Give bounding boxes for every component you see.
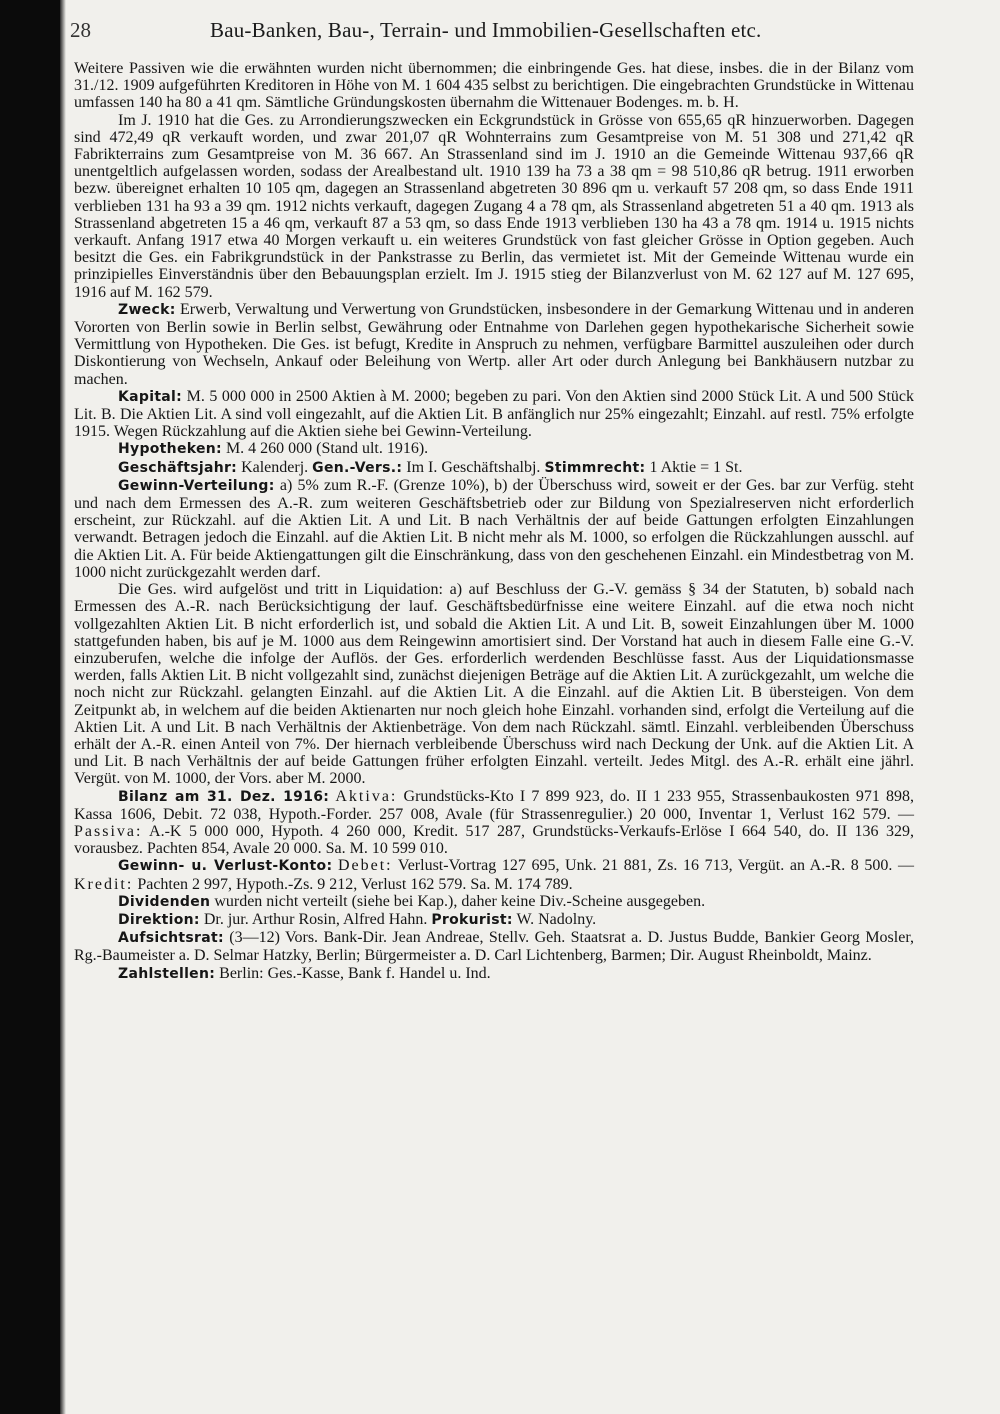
text-aufsichtsrat: (3—12) Vors. Bank-Dir. Jean Andreae, Stellv. Geh. Staatsrat a. D. Justus Budde, Bankier Georg Mosler, Rg.-Baumeister a. D. Selmar Hatzky, Berlin; Bürgermeister a. D. Carl Lichtenberg, Barmen; Dir. August Rheinboldt, Mainz.: [74, 929, 915, 965]
label-bilanz: Bilanz am 31. Dez. 1916:: [118, 788, 330, 805]
page-header: [60, 14, 1000, 48]
section-dividenden: [74, 893, 914, 911]
section-kapital: [74, 388, 914, 441]
paragraph-passiven: Weitere Passiven wie die erwähnten wurden nicht übernommen; die einbringende Ges. hat diese, insbes. die in der Bilanz vom 31./12. 1909 aufgeführten Kreditoren in Höhe von M. 1 604 435 selbst zu berichtigen. Die eingebrachten Grundstücke in Wittenau umfassen 140 ha 80 a 41 qm. Sämtliche Gründungskosten übernahm die Wittenauer Bodenges. m. b. H.: [74, 60, 914, 112]
label-dividenden: Dividenden: [118, 893, 211, 910]
text-direktion: Dr. jur. Arthur Rosin, Alfred Hahn.: [203, 910, 428, 928]
section-geschaeftsjahr: [74, 459, 914, 477]
label-kredit: Kredit:: [74, 875, 134, 893]
section-zweck: [74, 301, 914, 388]
label-passiva: Passiva:: [74, 822, 143, 840]
text-hypotheken: M. 4 260 000 (Stand ult. 1916).: [225, 440, 429, 458]
text-bilanz-aktiva: Grundstücks-Kto I 7 899 923, do. II 1 233 955, Strassenbaukosten 971 898, Kassa 1606, Debit. 72 038, Hypoth.-Forder. 257 008, Avale (für Strassenregulier.) 20 000, Inventar 1, Verlust 162 579. —: [74, 787, 914, 823]
text-zahlstellen: Berlin: Ges.-Kasse, Bank f. Handel u. Ind.: [219, 964, 491, 982]
label-zweck: Zweck:: [118, 301, 176, 318]
label-hypotheken: Hypotheken:: [118, 441, 222, 458]
paragraph-liquidation: Die Ges. wird aufgelöst und tritt in Liquidation: a) auf Beschluss der G.-V. gemäss § 34 der Statuten, b) sobald nach Ermessen des A.-R. nach Berücksichtigung der lauf. Geschäftsbedürfnisse eine weitere Einzahl. auf die etwa noch nicht vollgezahlten Aktien Lit. B nicht erforderlich ist, und sobald die Aktien Lit. A und Lit. B, soweit Einzahlungen über M. 1000 stattgefunden haben, bis auf je M. 1000 aus dem Reingewinn amortisiert sind. Der Vorstand hat auch in diesem Falle eine G.-V. einzuberufen, welche die infolge der Auflös. der Ges. erforderlich werdenden Beschlüsse fasst. Aus der Liquidationsmasse werden, falls Aktien Lit. B nicht vollgezahlt sind, zunächst diejenigen Beträge auf die Aktien Lit. A zurückgezahlt, um welche die noch nicht zur Rückzahl. gelangten Einzahl. auf die Aktien Lit. A die Einzahl. auf die Aktien Lit. B übersteigen. Von dem Zeitpunkt ab, in welchem auf die beiden Aktienarten nur noch gleich hohe Einzahl. vorhanden sind, erfolgt die Verteilung auf die Aktien Lit. A und Lit. B nach Verhältnis der Aktienbeträge. Von dem nach Rückzahl. sämtl. Einzahl. verbleibenden Überschuss erhält der A.-R. einen Anteil von 7%. Der hiernach verbleibende Überschuss wird nach Deckung der Unk. auf die Aktien Lit. A und Lit. B nach Verhältnis der auf beide Gattungen früher erfolgten Einzahl. verteilt. Jedes Mitgl. des A.-R. erhält eine jährl. Vergüt. von M. 1000, der Vors. aber M. 2000.: [74, 581, 914, 788]
label-gewinn-verlust-konto: Gewinn- u. Verlust-Konto:: [118, 858, 333, 875]
text-zweck: Erwerb, Verwaltung und Verwertung von Grundstücken, insbesondere in der Gemarkung Wittenau und in anderen Vororten von Berlin sowie in Berlin selbst, Gewährung oder Entnahme von Darlehen gegen hypothekarische Sicherheit sowie Vermittlung von Hypotheken. Die Ges. ist befugt, Kredite in Anspruch zu nehmen, verfügbare Barmittel auszuleihen oder durch Diskontierung von Wechseln, Ankauf oder Beleihung von Wertp. aller Art oder durch Anlegung bei Bankhäusern nutzbar zu machen.: [74, 300, 915, 388]
label-geschaeftsjahr: Geschäftsjahr:: [118, 459, 238, 476]
label-gewinn-verteilung: Gewinn-Verteilung:: [118, 477, 275, 494]
label-kapital: Kapital:: [118, 388, 183, 405]
label-aufsichtsrat: Aufsichtsrat:: [118, 930, 224, 947]
scan-shadow-edge: [60, 0, 66, 1414]
text-bilanz-passiva: A.-K 5 000 000, Hypoth. 4 260 000, Kredit. 517 287, Grundstücks-Verkaufs-Erlöse I 664 540, do. II 136 329, vorausbez. Pachten 854, Avale 20 000. Sa. M. 10 599 010.: [74, 822, 915, 858]
label-direktion: Direktion:: [118, 911, 200, 928]
label-zahlstellen: Zahlstellen:: [118, 965, 216, 982]
label-aktiva: Aktiva:: [335, 787, 398, 805]
page-number: 28: [70, 18, 91, 42]
running-head: Bau-Banken, Bau-, Terrain- und Immobilien-Gesellschaften etc.: [210, 18, 762, 42]
section-zahlstellen: [74, 965, 914, 983]
text-stimmrecht: 1 Aktie = 1 St.: [649, 458, 743, 476]
section-gewinn-verlust-konto: [74, 857, 914, 892]
label-gen-vers: Gen.-Vers.:: [312, 459, 403, 476]
document-body: [74, 60, 914, 983]
section-bilanz: [74, 788, 914, 858]
text-dividenden: wurden nicht verteilt (siehe bei Kap.), daher keine Div.-Scheine ausgegeben.: [214, 892, 706, 910]
text-gen-vers: Im I. Geschäftshalbj.: [406, 458, 541, 476]
section-gewinn-verteilung: [74, 477, 914, 581]
label-prokurist: Prokurist:: [431, 911, 513, 928]
text-geschaeftsjahr: Kalenderj.: [241, 458, 309, 476]
text-gewinn-verteilung: a) 5% zum R.-F. (Grenze 10%), b) der Überschuss wird, soweit er der Ges. bar zur Verfüg. steht und nach dem Ermessen des A.-R. zum weiteren Geschäftsbetrieb oder zur Bildung von Spezialreserven nicht erforderlich erscheint, zur Rückzahl. auf die Aktien Lit. A und Lit. B nach Verhältnis der auf beide Gattungen erfolgten Einzahlungen verwandt. Betragen jedoch die Einzahl. auf die Aktien Lit. B nicht mehr als M. 1000, so erfolgen die Rückzahlungen ausschl. auf die Aktien Lit. A. Für beide Aktiengattungen gilt die Einschränkung, dass von den geschehenen Einzahl. ein Mindestbetrag von M. 1000 nicht zurückgezahlt werden darf.: [74, 476, 914, 581]
section-hypotheken: [74, 440, 914, 458]
text-kapital: M. 5 000 000 in 2500 Aktien à M. 2000; begeben zu pari. Von den Aktien sind 2000 Stück Lit. A und 500 Stück Lit. B. Die Aktien Lit. A sind voll eingezahlt, auf die Aktien Lit. B anfänglich nur 25% eingezahlt; Einzahl. auf restl. 75% erfolgte 1915. Wegen Rückzahlung auf die Aktien siehe bei Gewinn-Verteilung.: [74, 387, 915, 441]
label-debet: Debet:: [337, 857, 393, 875]
text-guv-kredit: Pachten 2 997, Hypoth.-Zs. 9 212, Verlust 162 579. Sa. M. 174 789.: [137, 875, 573, 893]
label-stimmrecht: Stimmrecht:: [544, 459, 646, 476]
text-guv-debet: Verlust-Vortrag 127 695, Unk. 21 881, Zs. 16 713, Vergüt. an A.-R. 8 500. —: [397, 857, 914, 875]
section-aufsichtsrat: [74, 929, 914, 964]
paragraph-arealbestand: Im J. 1910 hat die Ges. zu Arrondierungszwecken ein Eckgrundstück in Grösse von 655,65 qR hinzuerworben. Dagegen sind 472,49 qR verkauft worden, und zwar 201,07 qR Wohnterrains zum Gesamtpreise von M. 51 308 und 271,42 qR Fabrikterrains zum Gesamtpreise von M. 36 667. An Strassenland sind im J. 1910 an die Gemeinde Wittenau 937,66 qR unentgeltlich aufgelassen worden, sodass der Arealbestand ult. 1910 139 ha 73 a 38 qm = 98 510,86 qR betrug. 1911 erworben bezw. übereignet erhalten 10 105 qm, dagegen an Strassenland abgetreten 30 896 qm u. verkauft 57 208 qm, so dass Ende 1911 verblieben 131 ha 93 a 39 qm. 1912 nichts verkauft, dagegen Zugang 4 a 78 qm, als Strassenland abgetreten 51 a 40 qm. 1913 als Strassenland abgetreten 15 a 46 qm, verkauft 87 a 53 qm, so dass Ende 1913 verblieben 130 ha 43 a 78 qm. 1914 u. 1915 nichts verkauft. Anfang 1917 etwa 40 Morgen verkauft u. ein weiteres Grundstück von fast gleicher Grösse in Option gegeben. Auch besitzt die Ges. ein Fabrikgrundstück in der Pankstrasse zu Berlin, das vermietet ist. Mit der Gemeinde Wittenau wurde ein prinzipielles Einverständnis über den Bebauungsplan erzielt. Im J. 1915 stieg der Bilanzverlust von M. 62 127 auf M. 127 695, 1916 auf M. 162 579.: [74, 111, 914, 301]
text-prokurist: W. Nadolny.: [516, 910, 597, 928]
section-direktion: [74, 911, 914, 929]
document-page: [60, 0, 1000, 1414]
